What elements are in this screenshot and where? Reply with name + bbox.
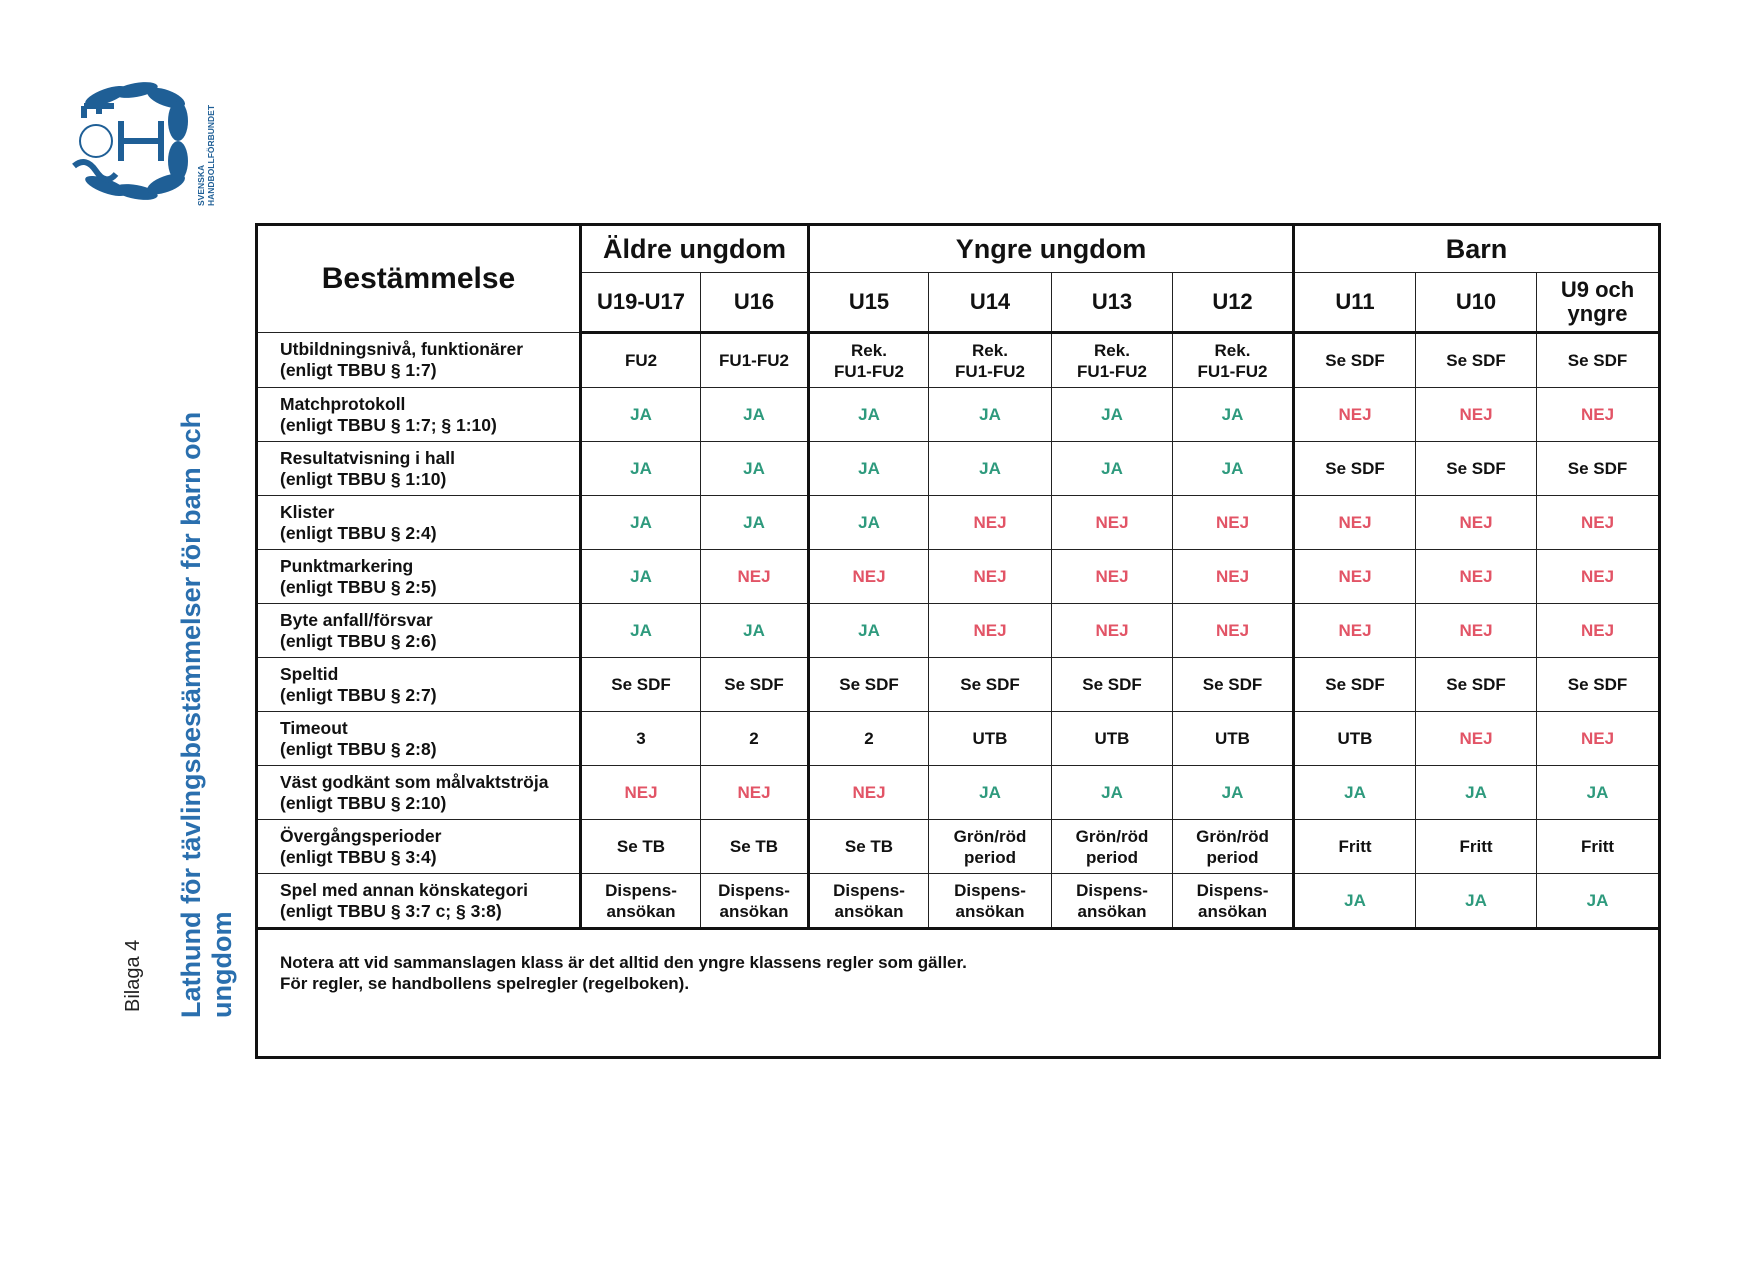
rule-value-cell: NEJ — [1173, 550, 1294, 604]
rule-reference: (enligt TBBU § 2:4) — [280, 522, 437, 543]
title-line2: ungdom — [207, 911, 237, 1018]
rule-name: Speltid — [280, 663, 339, 684]
table-row — [257, 496, 1660, 550]
rule-value-cell: Grön/röd period — [1173, 820, 1294, 874]
rule-value-cell: NEJ — [1537, 388, 1660, 442]
rule-value-cell: NEJ — [929, 550, 1052, 604]
table-row — [257, 442, 1660, 496]
rule-value-cell: NEJ — [1416, 550, 1537, 604]
title-line1: Lathund för tävlingsbestämmelser för barn och — [176, 411, 206, 1018]
rule-value-cell: Grön/röd period — [929, 820, 1052, 874]
age-header: U13 — [1052, 273, 1173, 333]
rule-label-cell — [257, 442, 581, 496]
rule-value-cell: NEJ — [1537, 604, 1660, 658]
rule-value-cell: JA — [929, 388, 1052, 442]
rule-reference: (enligt TBBU § 2:10) — [280, 792, 447, 813]
age-header: U11 — [1294, 273, 1416, 333]
rule-label-cell — [257, 550, 581, 604]
note-line2: För regler, se handbollens spelregler (regelboken). — [280, 974, 690, 993]
rule-value-cell: Rek. FU1-FU2 — [929, 333, 1052, 388]
group-header: Yngre ungdom — [809, 225, 1294, 273]
group-header: Äldre ungdom — [581, 225, 809, 273]
table-row — [257, 766, 1660, 820]
rule-value-cell: NEJ — [1416, 604, 1537, 658]
logo-text-line2: HANDBOLLFÖRBUNDET — [206, 104, 216, 206]
age-header: U15 — [809, 273, 929, 333]
rule-value-cell: NEJ — [1537, 712, 1660, 766]
table-row — [257, 388, 1660, 442]
table-row — [257, 874, 1660, 929]
rule-value-cell: JA — [701, 388, 809, 442]
rule-value-cell: JA — [1052, 442, 1173, 496]
rule-value-cell: Se TB — [581, 820, 701, 874]
age-header: U9 och yngre — [1537, 273, 1660, 333]
rule-value-cell: JA — [929, 442, 1052, 496]
table-row — [257, 658, 1660, 712]
rule-value-cell: Se TB — [701, 820, 809, 874]
rule-name: Punktmarkering — [280, 555, 414, 576]
rule-value-cell: Se SDF — [1416, 658, 1537, 712]
rule-value-cell: FU1-FU2 — [701, 333, 809, 388]
rule-value-cell: JA — [1416, 874, 1537, 929]
rule-label-cell — [257, 388, 581, 442]
rule-value-cell: JA — [809, 604, 929, 658]
rule-value-cell: Se SDF — [1537, 333, 1660, 388]
rule-value-cell: UTB — [929, 712, 1052, 766]
rule-reference: (enligt TBBU § 2:8) — [280, 738, 437, 759]
age-header: U19-U17 — [581, 273, 701, 333]
rule-value-cell: NEJ — [1294, 496, 1416, 550]
rule-value-cell: Se SDF — [929, 658, 1052, 712]
rule-name: Väst godkänt som målvaktströja — [280, 771, 549, 792]
rule-value-cell: Dispens- ansökan — [1173, 874, 1294, 929]
rule-label-cell — [257, 712, 581, 766]
rule-value-cell: 2 — [809, 712, 929, 766]
rule-value-cell: NEJ — [1173, 604, 1294, 658]
rule-value-cell: JA — [581, 550, 701, 604]
rule-name: Byte anfall/försvar — [280, 609, 433, 630]
rule-value-cell: 2 — [701, 712, 809, 766]
rule-name: Matchprotokoll — [280, 393, 406, 414]
rule-value-cell: NEJ — [1052, 550, 1173, 604]
logo-text — [196, 81, 216, 206]
rule-value-cell: Se SDF — [809, 658, 929, 712]
rule-value-cell: Dispens- ansökan — [929, 874, 1052, 929]
logo-text-line1: SVENSKA — [196, 164, 206, 206]
rule-value-cell: NEJ — [1416, 712, 1537, 766]
rule-value-cell: Se SDF — [1294, 442, 1416, 496]
rule-value-cell: JA — [581, 604, 701, 658]
rule-value-cell: Se SDF — [1537, 658, 1660, 712]
rule-reference: (enligt TBBU § 3:7 c; § 3:8) — [280, 900, 502, 921]
rule-value-cell: JA — [1173, 442, 1294, 496]
document-title — [176, 318, 238, 1018]
rule-value-cell: JA — [701, 442, 809, 496]
rule-value-cell: JA — [929, 766, 1052, 820]
rule-label-cell — [257, 496, 581, 550]
rule-value-cell: Rek. FU1-FU2 — [809, 333, 929, 388]
rule-value-cell: JA — [1173, 766, 1294, 820]
rule-reference: (enligt TBBU § 3:4) — [280, 846, 437, 867]
group-header-row — [257, 225, 1660, 273]
rule-value-cell: NEJ — [1416, 388, 1537, 442]
rule-label-cell — [257, 820, 581, 874]
rule-value-cell: JA — [1537, 874, 1660, 929]
rule-value-cell: NEJ — [1052, 604, 1173, 658]
rule-value-cell: JA — [1294, 766, 1416, 820]
rule-value-cell: NEJ — [1294, 388, 1416, 442]
table-row — [257, 550, 1660, 604]
note-cell — [257, 929, 1660, 1058]
rule-reference: (enligt TBBU § 1:10) — [280, 468, 447, 489]
rule-value-cell: NEJ — [1294, 604, 1416, 658]
rule-value-cell: Dispens- ansökan — [809, 874, 929, 929]
rule-value-cell: JA — [809, 442, 929, 496]
table-row — [257, 333, 1660, 388]
group-header: Barn — [1294, 225, 1660, 273]
age-header: U12 — [1173, 273, 1294, 333]
rule-value-cell: NEJ — [1294, 550, 1416, 604]
rule-value-cell: Se SDF — [1052, 658, 1173, 712]
note-row — [257, 929, 1660, 1058]
rule-name: Spel med annan könskategori — [280, 879, 528, 900]
rule-value-cell: JA — [1052, 388, 1173, 442]
rule-label-cell — [257, 604, 581, 658]
rule-value-cell: JA — [581, 496, 701, 550]
rule-value-cell: NEJ — [701, 766, 809, 820]
rule-value-cell: NEJ — [929, 604, 1052, 658]
appendix-label: Bilaga 4 — [122, 939, 144, 1012]
rule-reference: (enligt TBBU § 1:7) — [280, 360, 437, 380]
rule-value-cell: JA — [1537, 766, 1660, 820]
rule-value-cell: NEJ — [809, 550, 929, 604]
rule-value-cell: Grön/röd period — [1052, 820, 1173, 874]
age-header: U10 — [1416, 273, 1537, 333]
rule-value-cell: UTB — [1052, 712, 1173, 766]
rule-value-cell: JA — [1173, 388, 1294, 442]
rule-value-cell: NEJ — [1173, 496, 1294, 550]
table-row — [257, 604, 1660, 658]
rule-value-cell: JA — [1416, 766, 1537, 820]
rule-value-cell: Fritt — [1537, 820, 1660, 874]
rule-reference: (enligt TBBU § 2:6) — [280, 630, 437, 651]
rule-value-cell: NEJ — [1537, 496, 1660, 550]
rule-value-cell: 3 — [581, 712, 701, 766]
age-header: U16 — [701, 273, 809, 333]
rule-value-cell: Rek. FU1-FU2 — [1052, 333, 1173, 388]
rule-name: Övergångsperioder — [280, 825, 442, 846]
rule-value-cell: JA — [581, 388, 701, 442]
rule-label-cell — [257, 766, 581, 820]
rule-reference: (enligt TBBU § 2:5) — [280, 576, 437, 597]
rule-value-cell: Dispens- ansökan — [581, 874, 701, 929]
rule-value-cell: Se SDF — [1416, 442, 1537, 496]
rule-value-cell: Se SDF — [1173, 658, 1294, 712]
rule-name: Utbildningsnivå, funktionärer — [280, 339, 524, 359]
rule-value-cell: JA — [809, 388, 929, 442]
rule-name: Klister — [280, 501, 335, 522]
note-line1: Notera att vid sammanslagen klass är det alltid den yngre klassens regler som gäller. — [280, 953, 967, 972]
rule-value-cell: JA — [701, 496, 809, 550]
rule-value-cell: UTB — [1173, 712, 1294, 766]
rule-value-cell: JA — [701, 604, 809, 658]
rule-value-cell: NEJ — [809, 766, 929, 820]
rule-value-cell: JA — [1294, 874, 1416, 929]
rule-name: Timeout — [280, 717, 348, 738]
rule-value-cell: Se SDF — [1294, 658, 1416, 712]
rule-value-cell: NEJ — [929, 496, 1052, 550]
rule-value-cell: JA — [809, 496, 929, 550]
rule-value-cell: Dispens- ansökan — [701, 874, 809, 929]
rules-table — [255, 223, 1661, 1059]
rule-value-cell: Se TB — [809, 820, 929, 874]
rule-label-cell — [257, 333, 581, 388]
rule-label-cell — [257, 658, 581, 712]
rule-value-cell: JA — [1052, 766, 1173, 820]
rule-value-cell: NEJ — [1537, 550, 1660, 604]
rule-value-cell: NEJ — [581, 766, 701, 820]
rule-label-cell — [257, 874, 581, 929]
rule-value-cell: UTB — [1294, 712, 1416, 766]
rule-value-cell: JA — [581, 442, 701, 496]
rule-value-cell: Se SDF — [581, 658, 701, 712]
rule-value-cell: NEJ — [1052, 496, 1173, 550]
rule-value-cell: Se SDF — [1537, 442, 1660, 496]
rule-value-cell: Se SDF — [1416, 333, 1537, 388]
age-header: U14 — [929, 273, 1052, 333]
table-row — [257, 712, 1660, 766]
rule-name: Resultatvisning i hall — [280, 447, 456, 468]
rule-reference: (enligt TBBU § 1:7; § 1:10) — [280, 414, 497, 435]
rule-value-cell: Se SDF — [1294, 333, 1416, 388]
rule-value-cell: NEJ — [701, 550, 809, 604]
rule-reference: (enligt TBBU § 2:7) — [280, 684, 437, 705]
rule-value-cell: Dispens- ansökan — [1052, 874, 1173, 929]
rule-value-cell: Fritt — [1416, 820, 1537, 874]
header-bestammelse: Bestämmelse — [257, 225, 581, 333]
rule-value-cell: Rek. FU1-FU2 — [1173, 333, 1294, 388]
table-row — [257, 820, 1660, 874]
rule-value-cell: FU2 — [581, 333, 701, 388]
rule-value-cell: Se SDF — [701, 658, 809, 712]
rule-value-cell: NEJ — [1416, 496, 1537, 550]
rule-value-cell: Fritt — [1294, 820, 1416, 874]
